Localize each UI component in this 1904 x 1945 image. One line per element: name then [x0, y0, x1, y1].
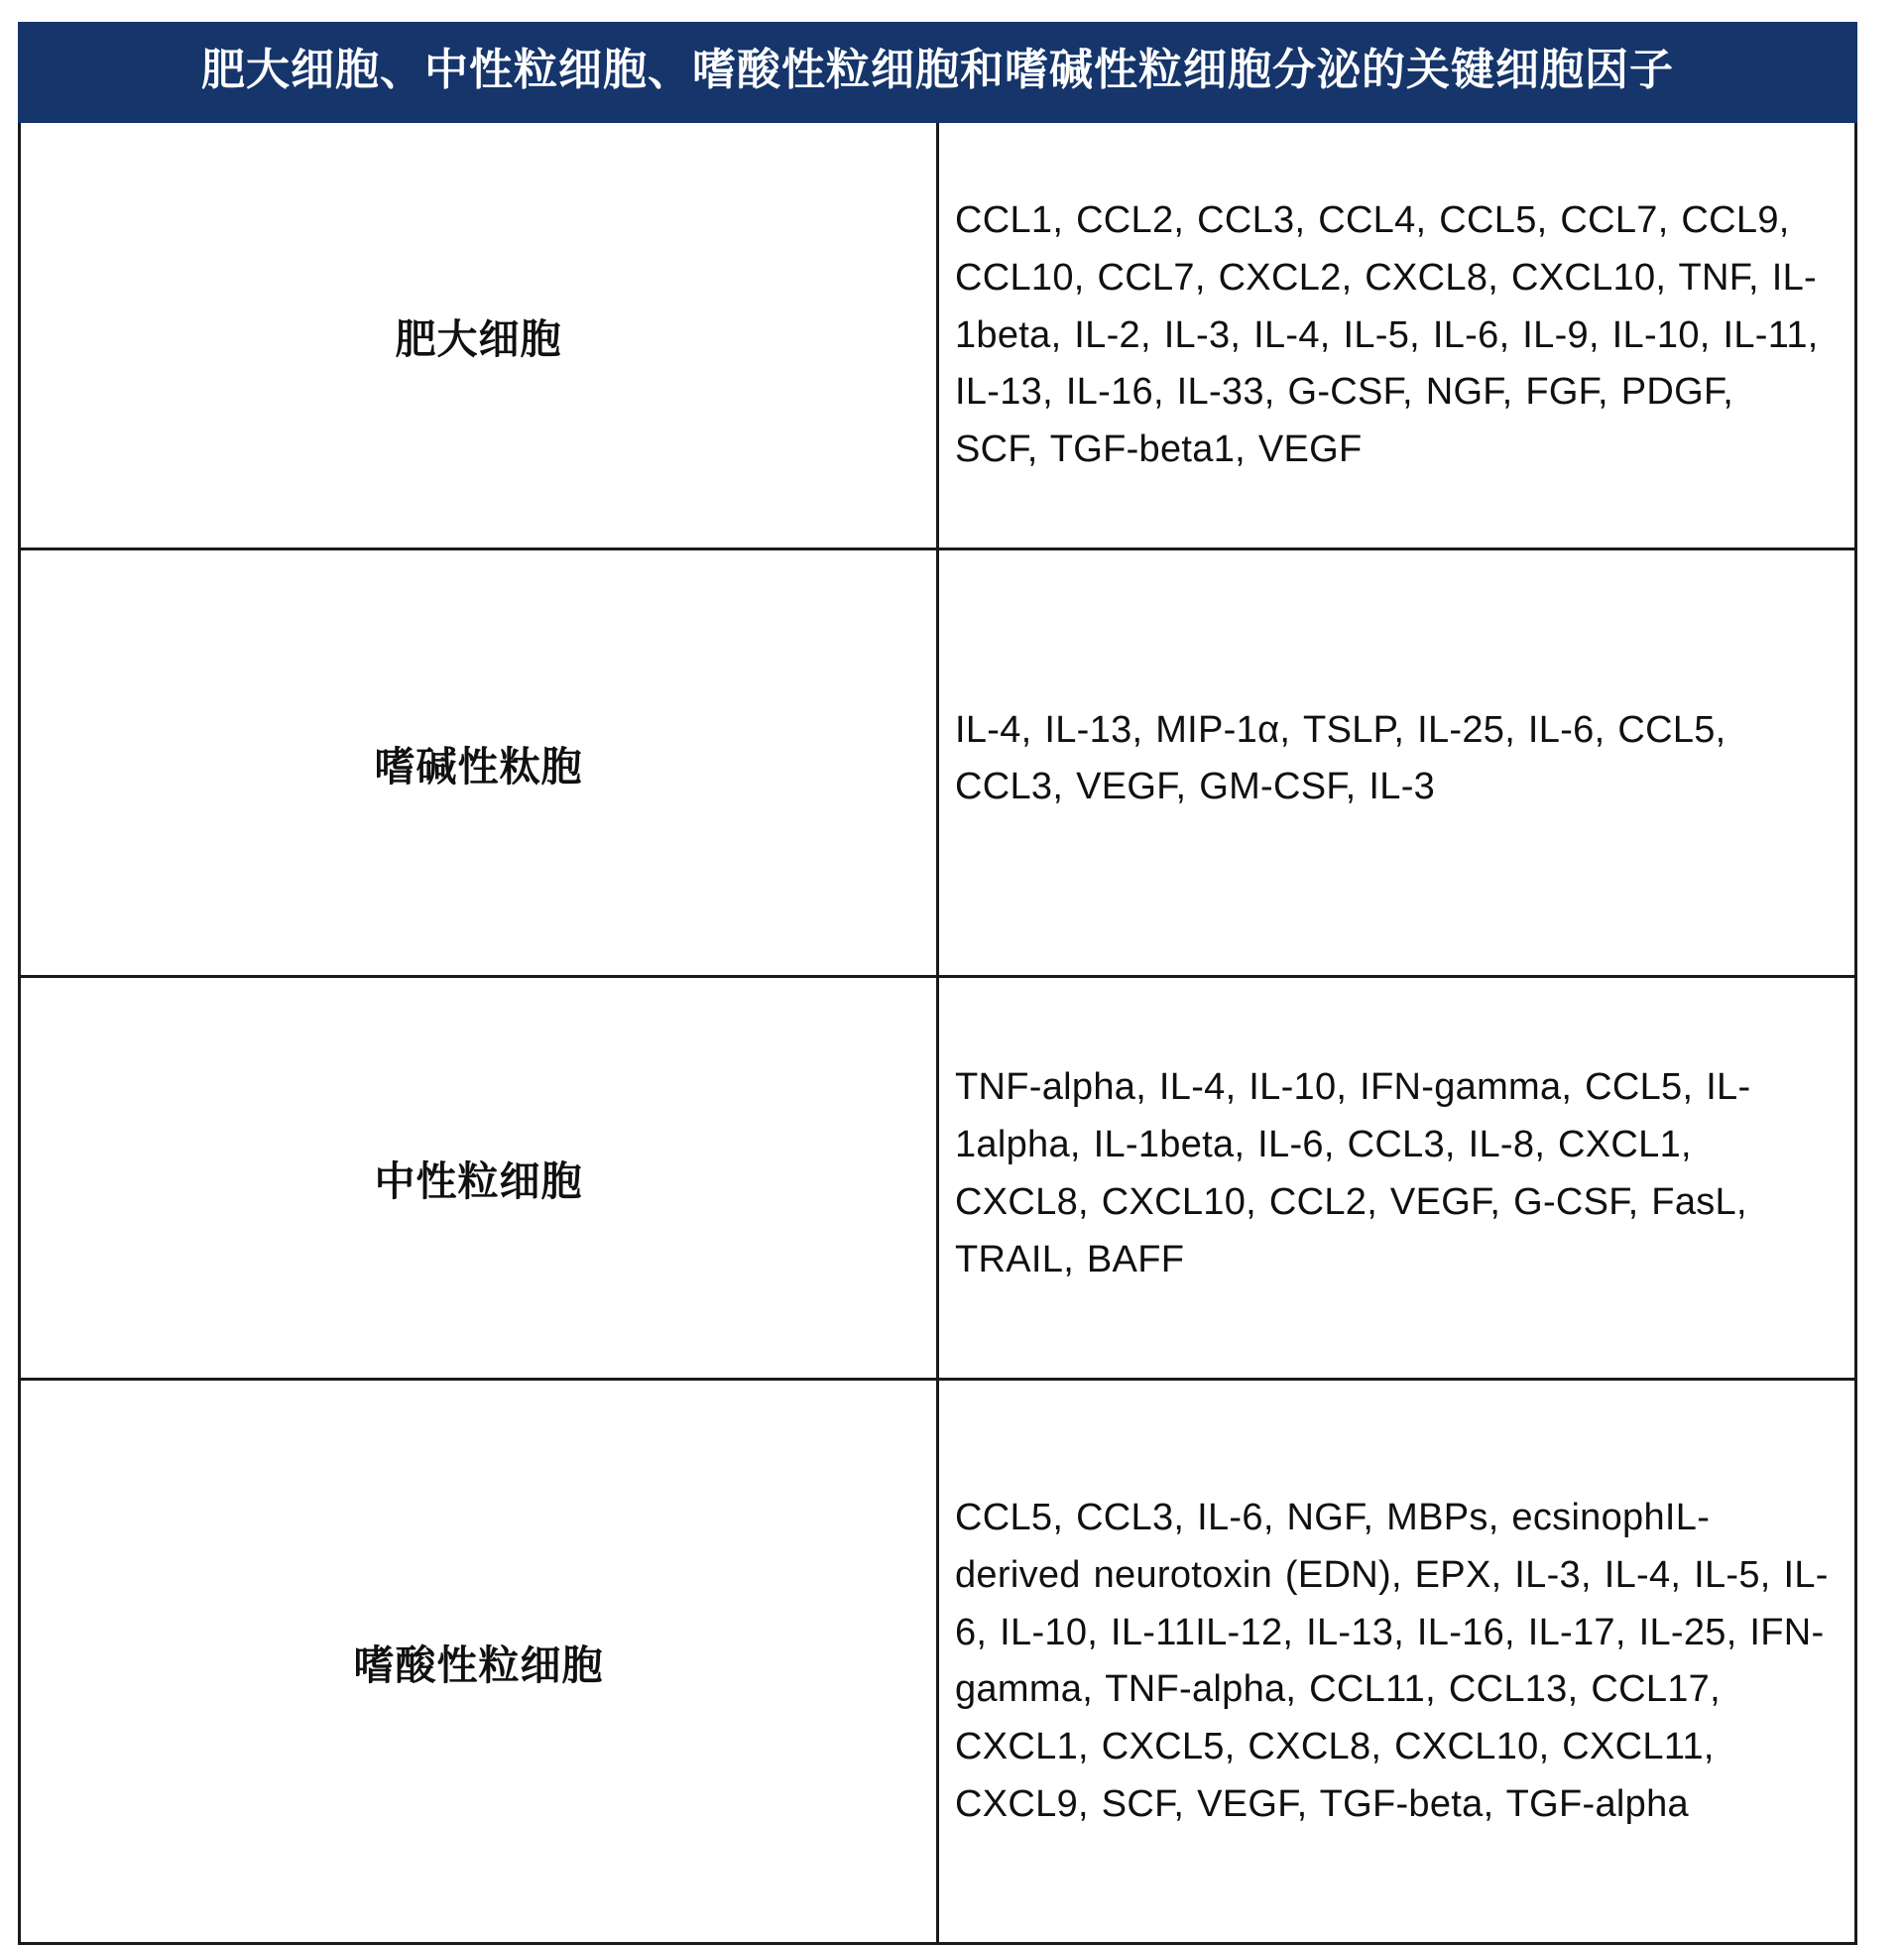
row-content-neutrophil: TNF-alpha, IL-4, IL-10, IFN-gamma, CCL5, IL-1alpha, IL-1beta, IL-6, CCL3, IL-8, CXCL1, CXCL8, CXCL10, CCL2, VEGF, G-CSF, FasL, TRAIL, BAFF	[938, 977, 1856, 1380]
table-title: 肥大细胞、中性粒细胞、嗜酸性粒细胞和嗜碱性粒细胞分泌的关键细胞因子	[20, 24, 1856, 122]
table-title-row	[20, 24, 1856, 122]
table-row	[20, 977, 1856, 1380]
row-label-mast-cell: 肥大细胞	[20, 122, 938, 549]
cytokine-table	[18, 22, 1857, 1945]
row-content-basophil: IL-4, IL-13, MIP-1α, TSLP, IL-25, IL-6, CCL5, CCL3, VEGF, GM-CSF, IL-3	[938, 549, 1856, 977]
table-row	[20, 122, 1856, 549]
row-content-mast-cell: CCL1, CCL2, CCL3, CCL4, CCL5, CCL7, CCL9, CCL10, CCL7, CXCL2, CXCL8, CXCL10, TNF, IL-1beta, IL-2, IL-3, IL-4, IL-5, IL-6, IL-9, IL-10, IL-11, IL-13, IL-16, IL-33, G-CSF, NGF, FGF, PDGF, SCF, TGF-beta1, VEGF	[938, 122, 1856, 549]
table-row	[20, 549, 1856, 977]
row-content-eosinophil: CCL5, CCL3, IL-6, NGF, MBPs, ecsinophIL-derived neurotoxin (EDN), EPX, IL-3, IL-4, IL-5, IL-6, IL-10, IL-11IL-12, IL-13, IL-16, IL-17, IL-25, IFN-gamma, TNF-alpha, CCL11, CCL13, CCL17, CXCL1, CXCL5, CXCL8, CXCL10, CXCL11, CXCL9, SCF, VEGF, TGF-beta, TGF-alpha	[938, 1380, 1856, 1944]
table-row	[20, 1380, 1856, 1944]
row-label-eosinophil: 嗜酸性粒细胞	[20, 1380, 938, 1944]
row-label-basophil: 嗜碱性粏胞	[20, 549, 938, 977]
row-label-neutrophil: 中性粒细胞	[20, 977, 938, 1380]
